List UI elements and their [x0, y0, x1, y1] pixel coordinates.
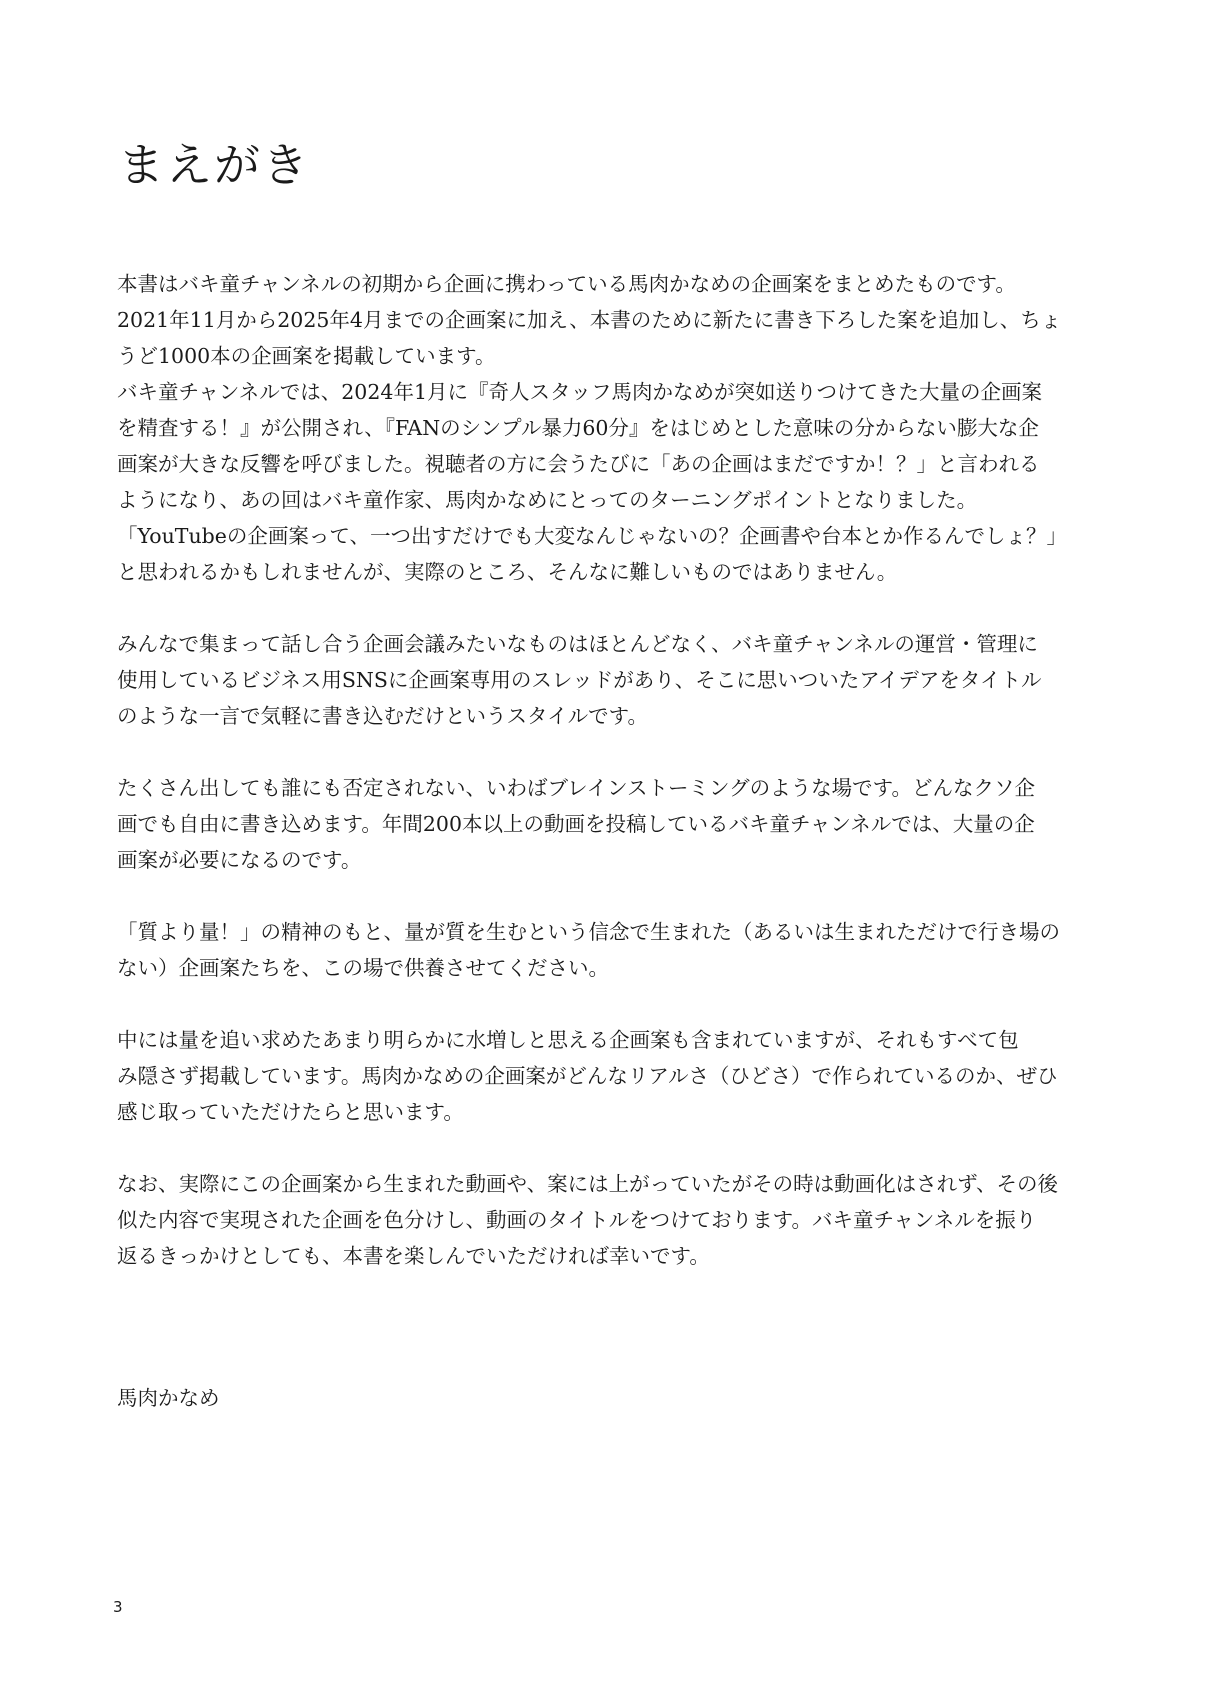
text-line: うど1000本の企画案を掲載しています。 [117, 344, 496, 368]
text-line: 返るきっかけとしても、本書を楽しんでいただければ幸いです。 [117, 1244, 710, 1268]
text-line: と思われるかもしれませんが、実際のところ、そんなに難しいものではありません。 [117, 560, 898, 584]
paragraph-5 [117, 1022, 1107, 1130]
text-line: み隠さず掲載しています。馬肉かなめの企画案がどんなリアルさ（ひどさ）で作られているのか、ぜひ [117, 1064, 1058, 1088]
paragraph-1 [117, 266, 1107, 590]
text-line: 使用しているビジネス用SNSに企画案専用のスレッドがあり、そこに思いついたアイデアをタイトル [117, 668, 1042, 692]
text-line: ようになり、あの回はバキ童作家、馬肉かなめにとってのターニングポイントとなりました。 [117, 488, 978, 512]
paragraph-2 [117, 626, 1107, 734]
body-text [117, 266, 1107, 1310]
text-line: 画案が必要になるのです。 [117, 848, 362, 872]
paragraph-6 [117, 1166, 1107, 1274]
text-line: 似た内容で実現された企画を色分けし、動画のタイトルをつけております。バキ童チャンネルを振り [117, 1208, 1037, 1232]
text-line: たくさん出しても誰にも否定されない、いわばブレインストーミングのような場です。どんなクソ企 [117, 776, 1035, 800]
text-line: を精査する！』が公開され、『FANのシンプル暴力60分』をはじめとした意味の分からない膨大な企 [117, 416, 1039, 440]
text-line: ない）企画案たちを、この場で供養させてください。 [117, 956, 609, 980]
page-title: まえがき [118, 138, 310, 192]
text-line: 中には量を追い求めたあまり明らかに水増しと思える企画案も含まれていますが、それもすべて包 [117, 1028, 1019, 1052]
text-line: 2021年11月から2025年4月までの企画案に加え、本書のために新たに書き下ろした案を追加し、ちょ [117, 308, 1062, 332]
text-line: 感じ取っていただけたらと思います。 [117, 1100, 464, 1124]
text-line: 画案が大きな反響を呼びました。視聴者の方に会うたびに「あの企画はまだですか！？」と言われる [117, 452, 1040, 476]
text-line: 画でも自由に書き込めます。年間200本以上の動画を投稿しているバキ童チャンネルでは、大量の企 [117, 812, 1035, 836]
text-line: 本書はバキ童チャンネルの初期から企画に携わっている馬肉かなめの企画案をまとめたものです。 [117, 272, 1016, 296]
page-number: 3 [113, 1598, 123, 1616]
text-line: 「YouTubeの企画案って、一つ出すだけでも大変なんじゃないの？企画書や台本とか作るんでしょ？」 [117, 524, 1068, 548]
text-line: バキ童チャンネルでは、2024年1月に『奇人スタッフ馬肉かなめが突如送りつけてきた大量の企画案 [117, 380, 1042, 404]
text-line: 「質より量！」の精神のもと、量が質を生むという信念で生まれた（あるいは生まれただけで行き場の [117, 920, 1060, 944]
paragraph-3 [117, 770, 1107, 878]
text-line: のような一言で気軽に書き込むだけというスタイルです。 [117, 704, 648, 728]
paragraph-4 [117, 914, 1107, 986]
author-signature: 馬肉かなめ [117, 1386, 220, 1410]
text-line: なお、実際にこの企画案から生まれた動画や、案には上がっていたがその時は動画化はされず、その後 [117, 1172, 1058, 1196]
text-line: みんなで集まって話し合う企画会議みたいなものはほとんどなく、バキ童チャンネルの運営・管理に [117, 632, 1038, 656]
